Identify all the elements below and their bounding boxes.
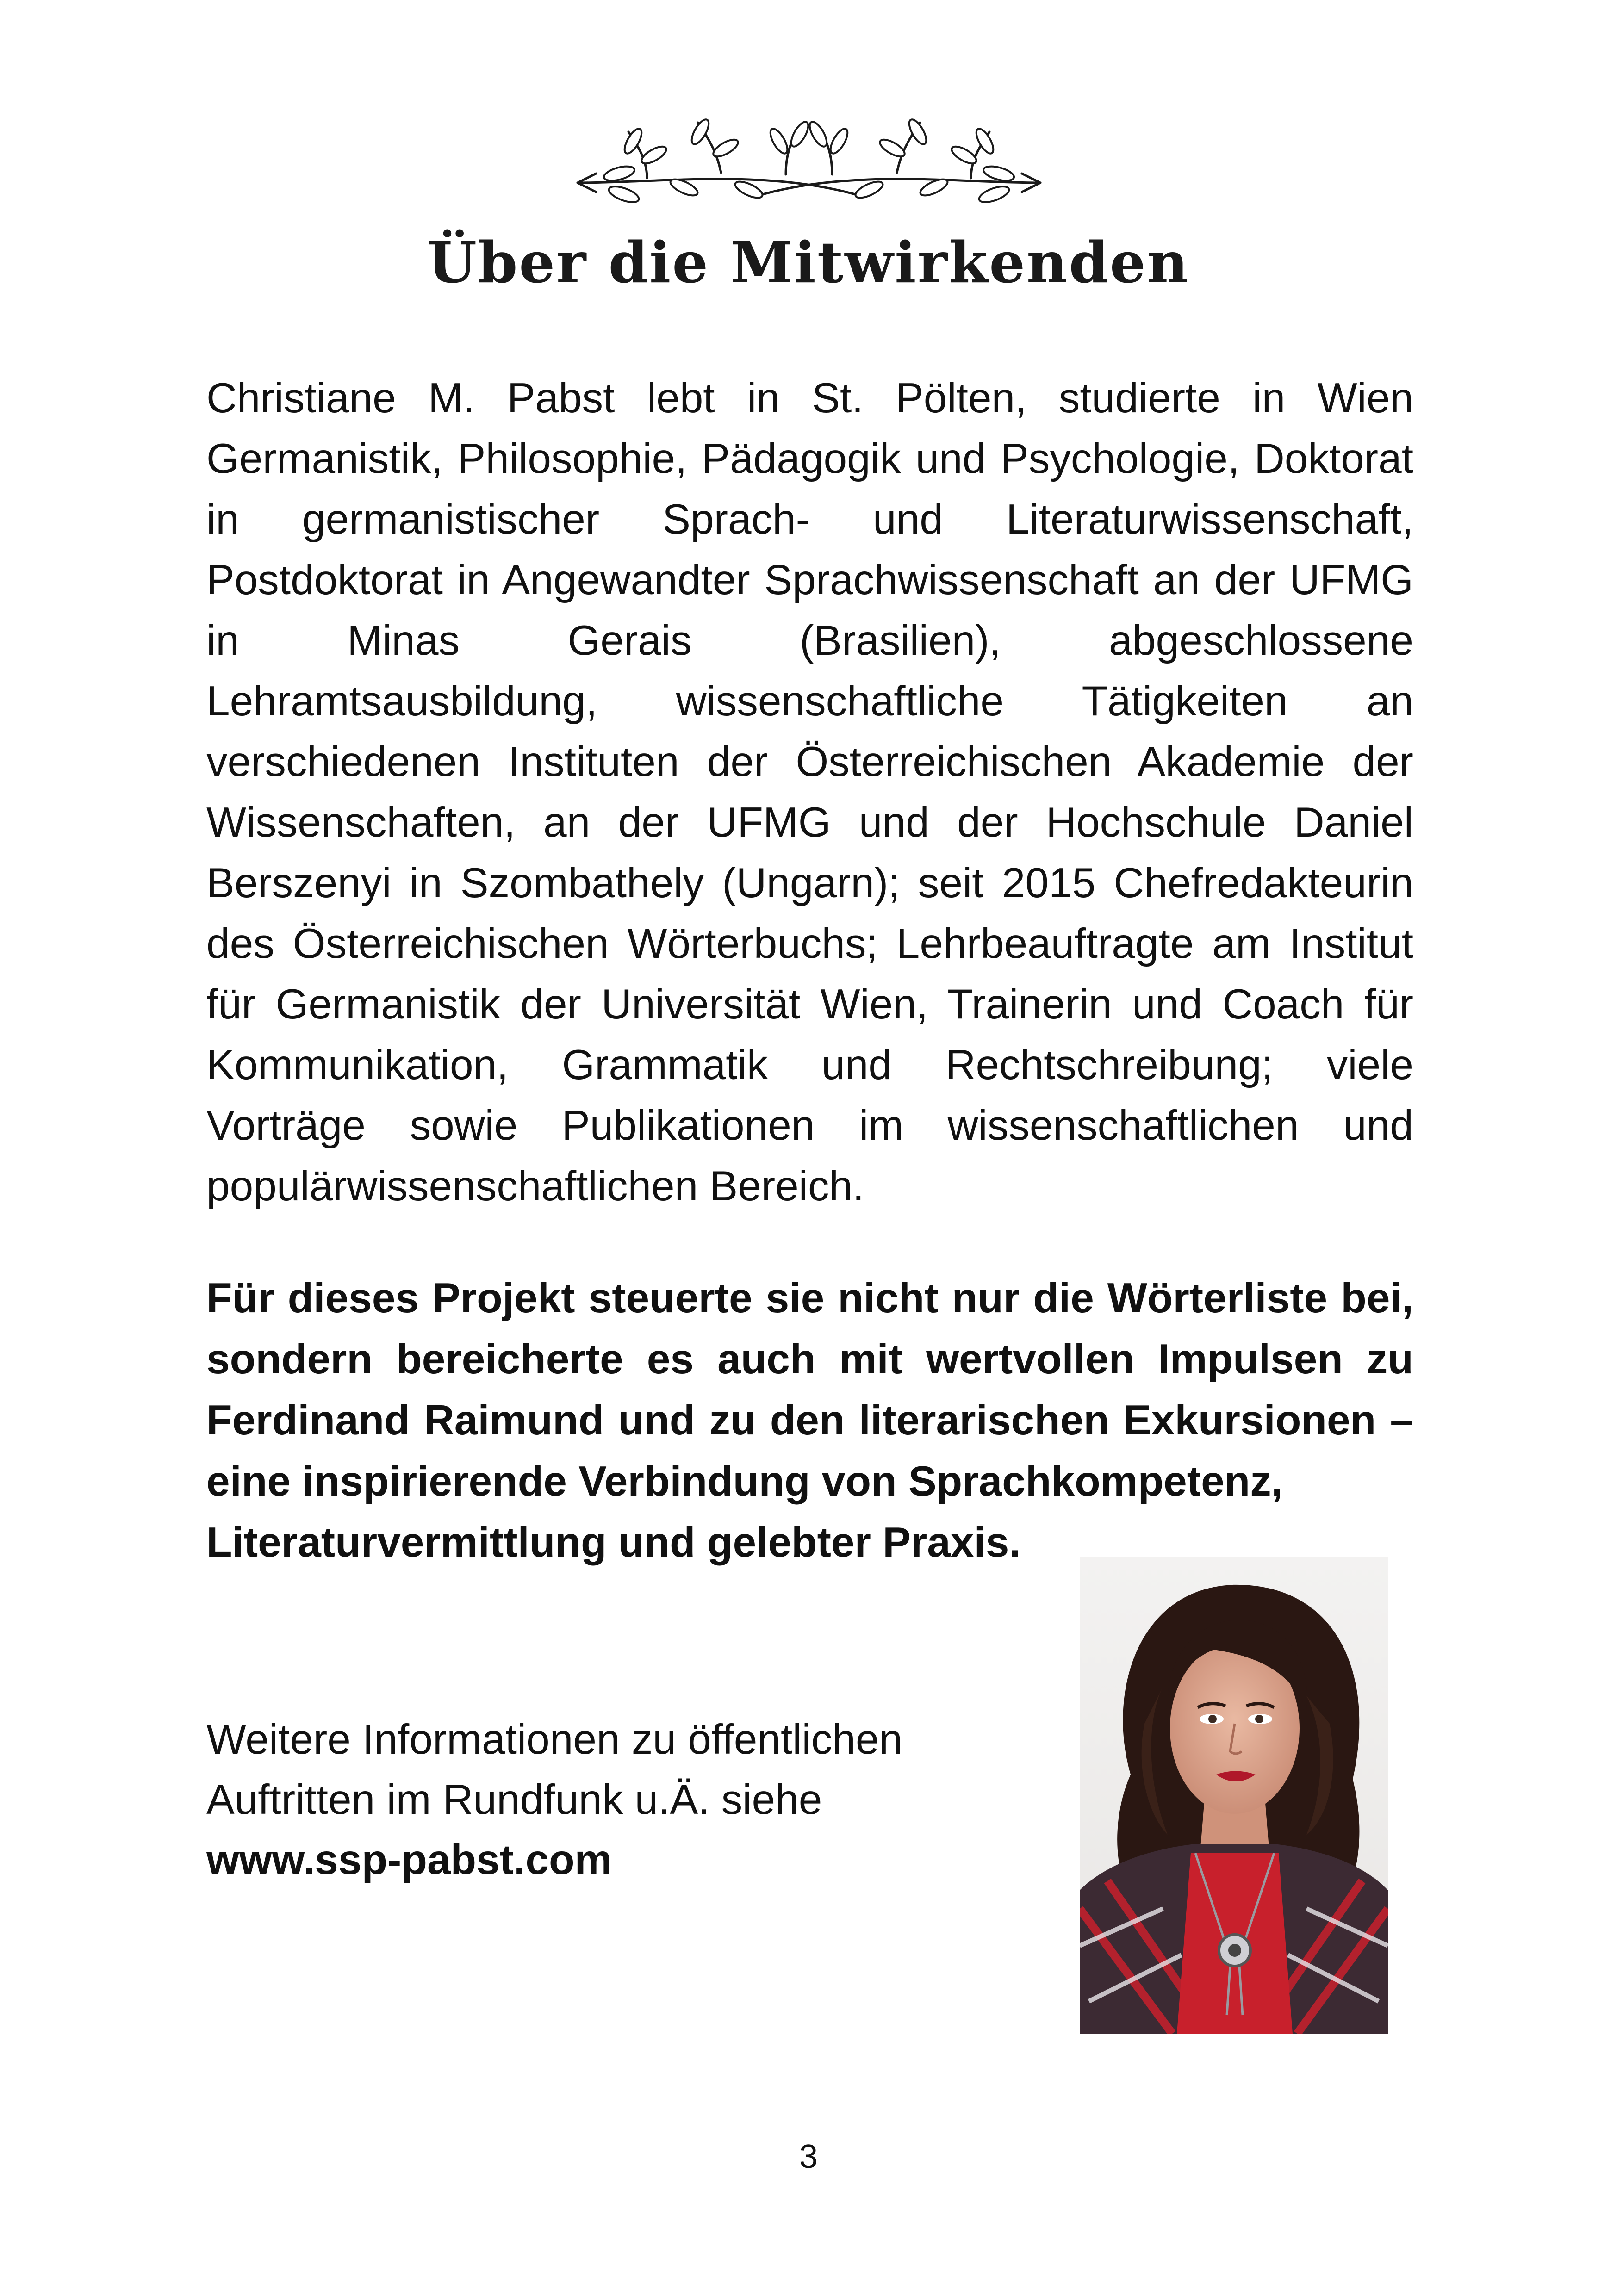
laurel-ornament-icon <box>568 113 1050 211</box>
project-paragraph <box>206 1268 1413 1573</box>
portrait-photo <box>1080 1557 1388 2034</box>
more-info-line-1: Weitere Informationen zu öffentlichen <box>206 1716 903 1763</box>
project-paragraph-main: Für dieses Projekt steuerte sie nicht nur die Wörterliste bei, sondern bereicherte es auch mit wertvollen Impulsen zu Ferdinand Raimund und zu den literarischen Exkursionen – eine inspirierende Verbindung von Sprachkompetenz, <box>206 1275 1413 1505</box>
more-info-line-2: Auftritten im Rundfunk u.Ä. siehe <box>206 1776 822 1823</box>
page-number: 3 <box>799 2138 818 2175</box>
section-heading: Über die Mitwirkenden <box>427 229 1190 296</box>
website-link[interactable]: www.ssp-pabst.com <box>206 1837 612 1883</box>
more-info-block <box>206 1710 993 1890</box>
bio-paragraph: Christiane M. Pabst lebt in St. Pölten, studierte in Wien Germanistik, Philosophie, Pädagogik und Psychologie, Doktorat in germanistischer Sprach- und Literaturwissenschaft, Postdoktorat in Angewandter Sprachwissenschaft an der UFMG in Minas Gerais (Brasilien), abgeschlossene Lehramtsausbildung, wissenschaftliche Tätigkeiten an verschiedenen Instituten der Österreichischen Akademie der Wissenschaften, an der UFMG und der Hochschule Daniel Berszenyi in Szombathely (Ungarn); seit 2015 Chefredakteurin des Österreichischen Wörterbuchs; Lehrbeauftragte am Institut für Germanistik der Universität Wien, Trainerin und Coach für Kommunikation, Grammatik und Rechtschreibung; viele Vorträge sowie Publikationen im wissenschaftlichen und populärwissenschaftlichen Bereich. <box>206 375 1413 1210</box>
project-paragraph-last-line: Literaturvermittlung und gelebter Praxis. <box>206 1519 1021 1566</box>
